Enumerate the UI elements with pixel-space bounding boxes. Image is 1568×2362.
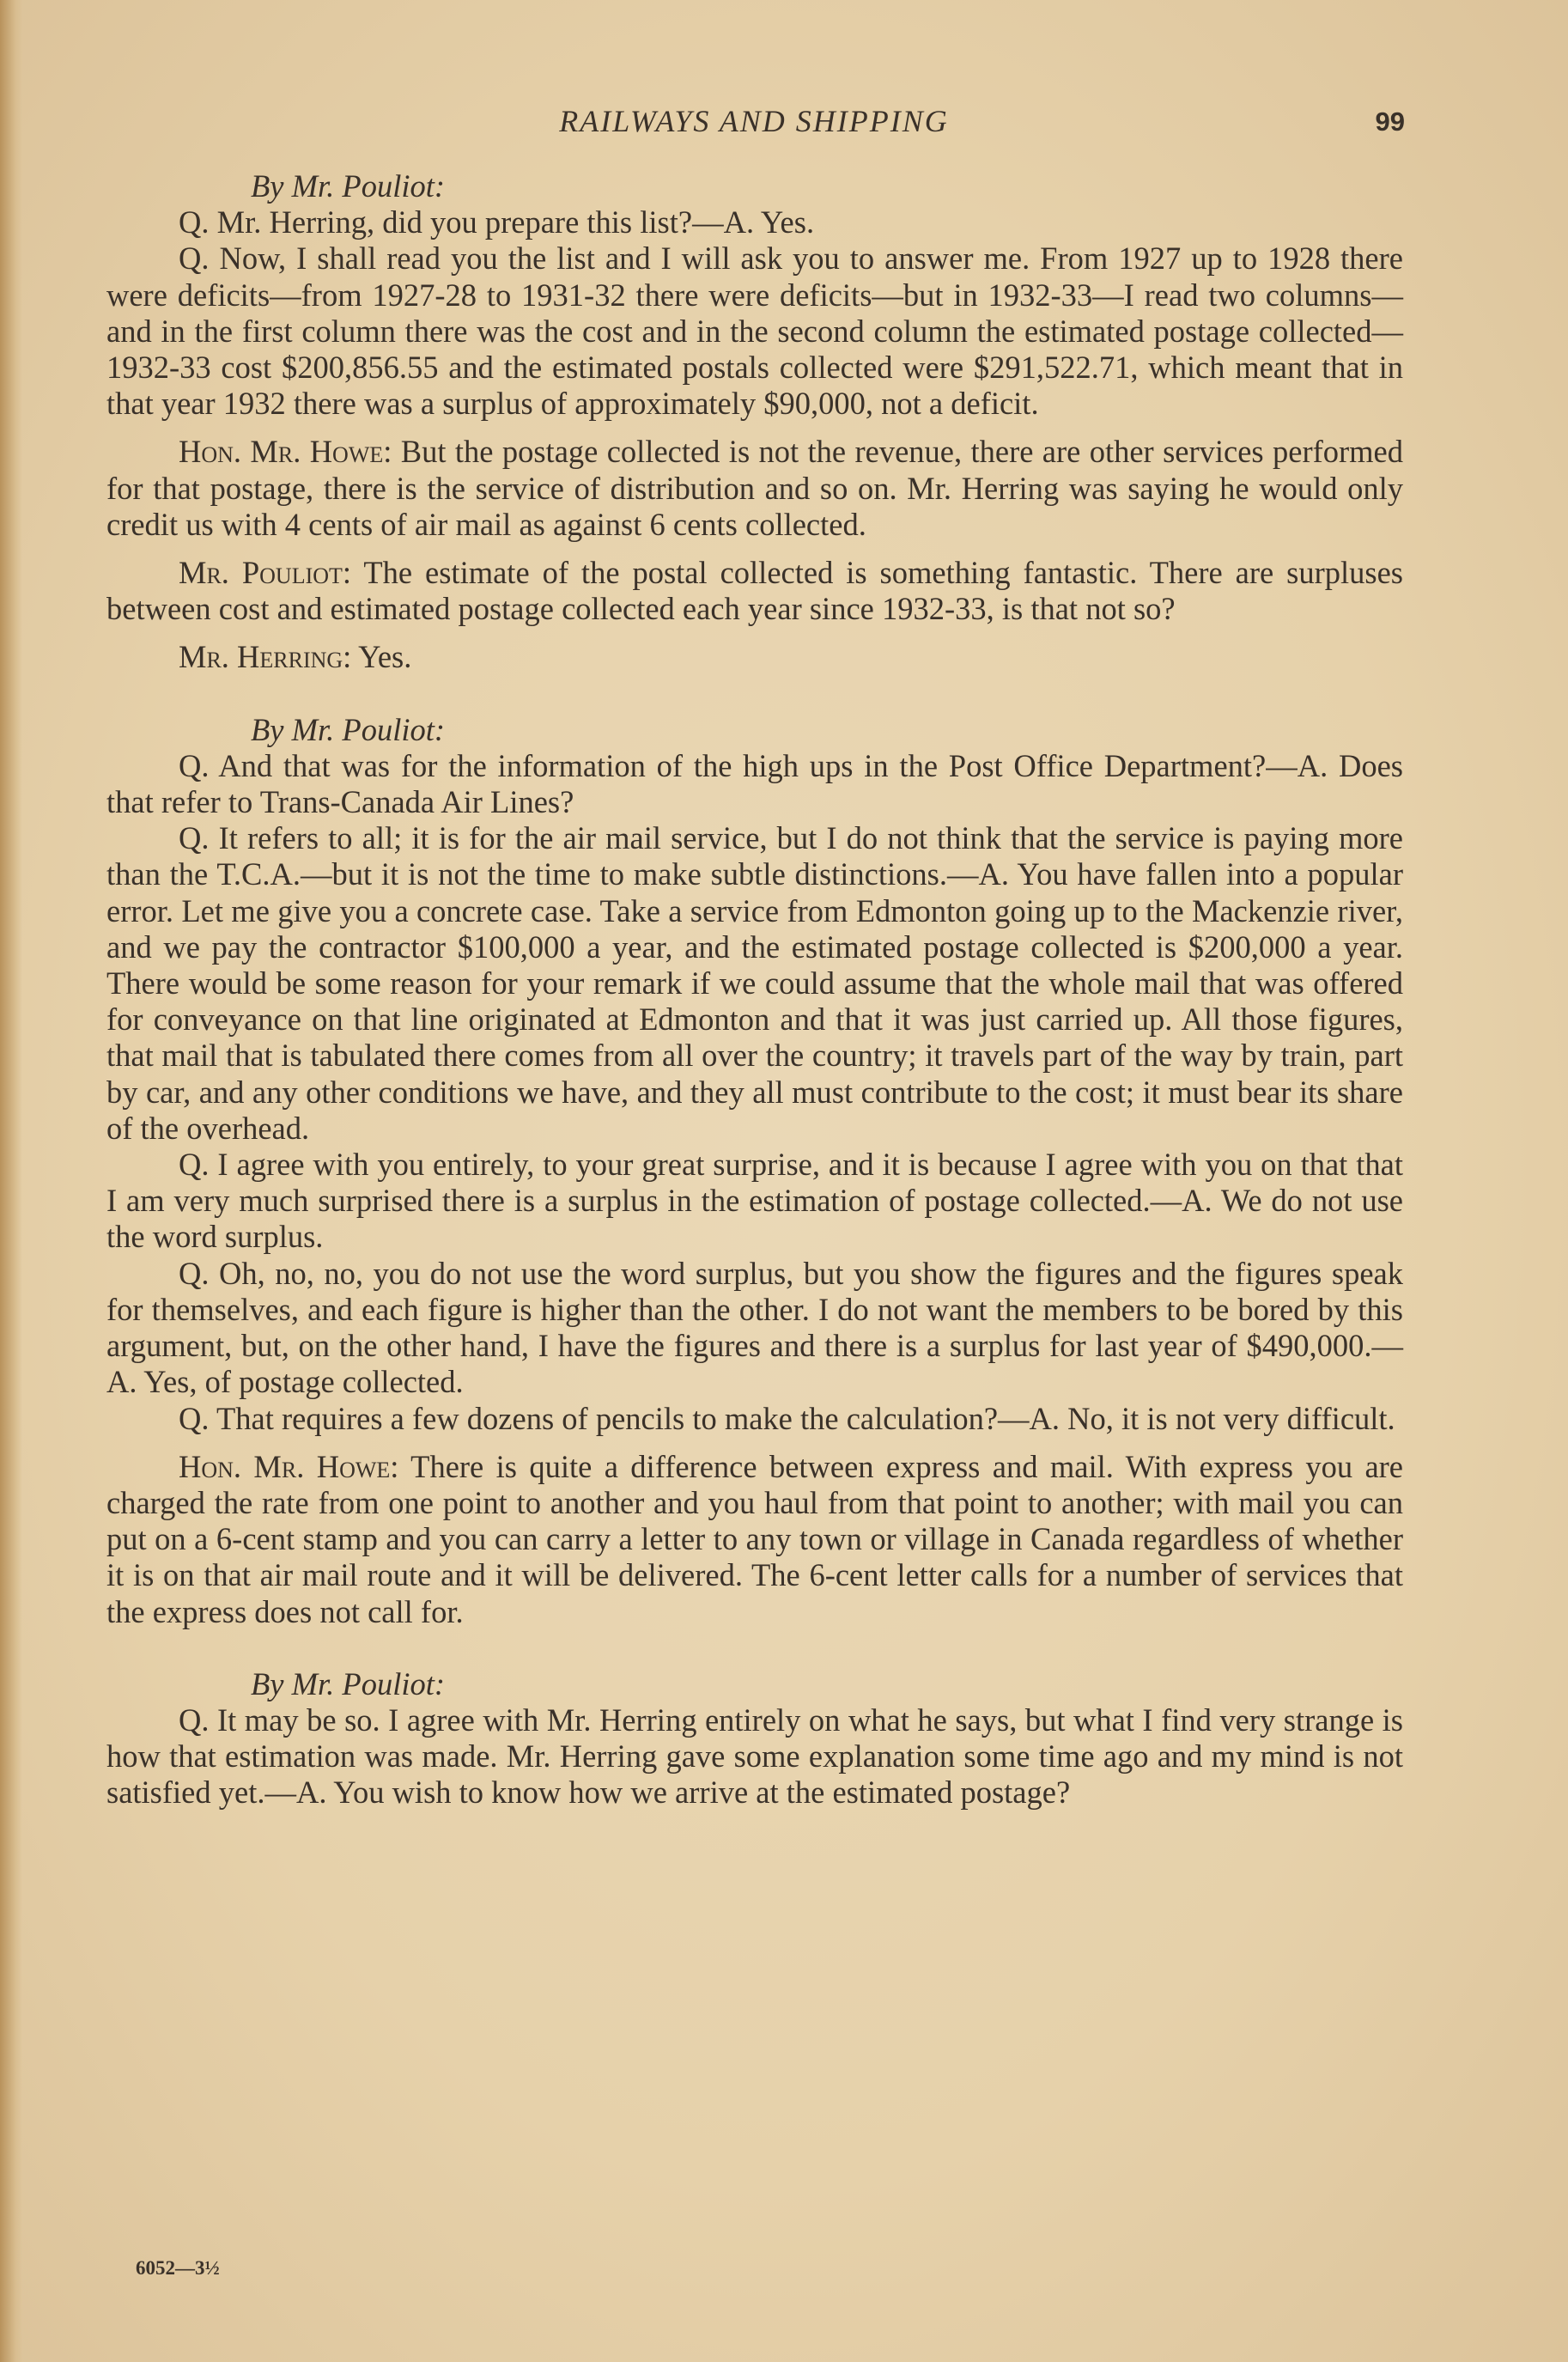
question-answer-paragraph: Q. That requires a few dozens of pencils to make the calculation?—A. No, it is not very difficult. — [179, 1400, 1395, 1436]
examiner-byline: By Mr. Pouliot: — [251, 711, 446, 747]
question-answer-paragraph: Q. I agree with you entirely, to your great surprise, and it is because I agree with you on that that I am very much surprised there is a surplus in the estimation of postage collected.—A. We do not use the word surplus. — [106, 1147, 1403, 1255]
question-answer-paragraph: Q. It may be so. I agree with Mr. Herring entirely on what he says, but what I find very strange is how that estimation was made. Mr. Herring gave some explanation some time ago and my mind is not satisfied yet.—A. You wish to know how we arrive at the estimated postage? — [106, 1701, 1403, 1811]
speaker-text: There is quite a difference between express and mail. With express you are charged the rate from one point to another and you haul from that point to another; with mail you can put on a 6-cent stamp and you can carry a letter to any town or village in Canada regardless of whether it is on that air mail route and it will be delivered. The 6-cent letter calls for a number of services that the express does not call for. — [106, 1448, 1404, 1629]
question-answer-paragraph: Q. Oh, no, no, you do not use the word surplus, but you show the figures and the figures speak for themselves, and each figure is higher than the other. I do not want the members to be bored by this argument, but, on the other hand, I have the figures and there is a surplus for last year of $490,000.—A. Yes, of postage collected. — [106, 1255, 1403, 1400]
speaker-name: Hon. Mr. Howe: — [179, 434, 392, 470]
page-body — [106, 168, 1403, 1811]
speaker-name: Hon. Mr. Howe: — [179, 1448, 399, 1484]
question-answer-paragraph: Q. It refers to all; it is for the air mail service, but I do not think that the service is paying more than the T.C.A.—but it is not the time to make subtle distinctions.—A. You have fallen into a popular error. Let me give you a concrete case. Take a service from Edmonton going up to the Mackenzie river, and we pay the contractor $100,000 a year, and the estimated postage collected is $200,000 a year. There would be some reason for your remark if we could assume that the whole mail that was offered for conveyance on that line originated at Edmonton and that it was just carried up. All those figures, that mail that is tabulated there comes from all over the country; it travels part of the way by train, part by car, and any other conditions we have, and they all must contribute to the cost; it must bear its share of the overhead. — [106, 820, 1403, 1146]
speaker-text: The estimate of the postal collected is something fantastic. There are surpluses between cost and estimated postage collected each year since 1932-33, is that not so? — [106, 555, 1403, 627]
page-header — [0, 103, 1568, 146]
page-number: 99 — [1375, 107, 1405, 137]
page-binding-edge — [0, 0, 22, 2362]
speaker-name: Mr. Herring: — [179, 639, 352, 675]
speaker-paragraph — [106, 555, 1403, 627]
speaker-text: Yes. — [358, 639, 412, 675]
question-answer-paragraph: Q. Mr. Herring, did you prepare this list?—A. Yes. — [179, 204, 815, 240]
speaker-paragraph — [106, 1449, 1403, 1630]
speaker-name: Mr. Pouliot: — [179, 555, 352, 591]
question-answer-paragraph: Q. Now, I shall read you the list and I will ask you to answer me. From 1927 up to 1928 there were deficits—from 1927-28 to 1931-32 there were deficits—but in 1932-33—I read two columns—and in the first column there was the cost and in the second column the estimated postage collected—1932-33 cost $200,856.55 and the estimated postals collected were $291,522.71, which meant that in that year 1932 there was a surplus of approximately $90,000, not a deficit. — [106, 240, 1403, 422]
examiner-byline: By Mr. Pouliot: — [251, 168, 446, 204]
printer-signature-code: 6052—3½ — [136, 2257, 220, 2279]
speaker-paragraph — [106, 639, 1403, 675]
speaker-paragraph — [106, 434, 1403, 543]
examiner-byline: By Mr. Pouliot: — [251, 1665, 446, 1701]
speaker-text: But the postage collected is not the revenue, there are other services performed for that postage, there is the service of distribution and so on. Mr. Herring was saying he would only credit us with 4 cents of air mail as against 6 cents collected. — [106, 434, 1404, 542]
question-answer-paragraph: Q. And that was for the information of the high ups in the Post Office Department?—A. Does that refer to Trans-Canada Air Lines? — [106, 747, 1403, 820]
running-head: RAILWAYS AND SHIPPING — [559, 104, 949, 138]
